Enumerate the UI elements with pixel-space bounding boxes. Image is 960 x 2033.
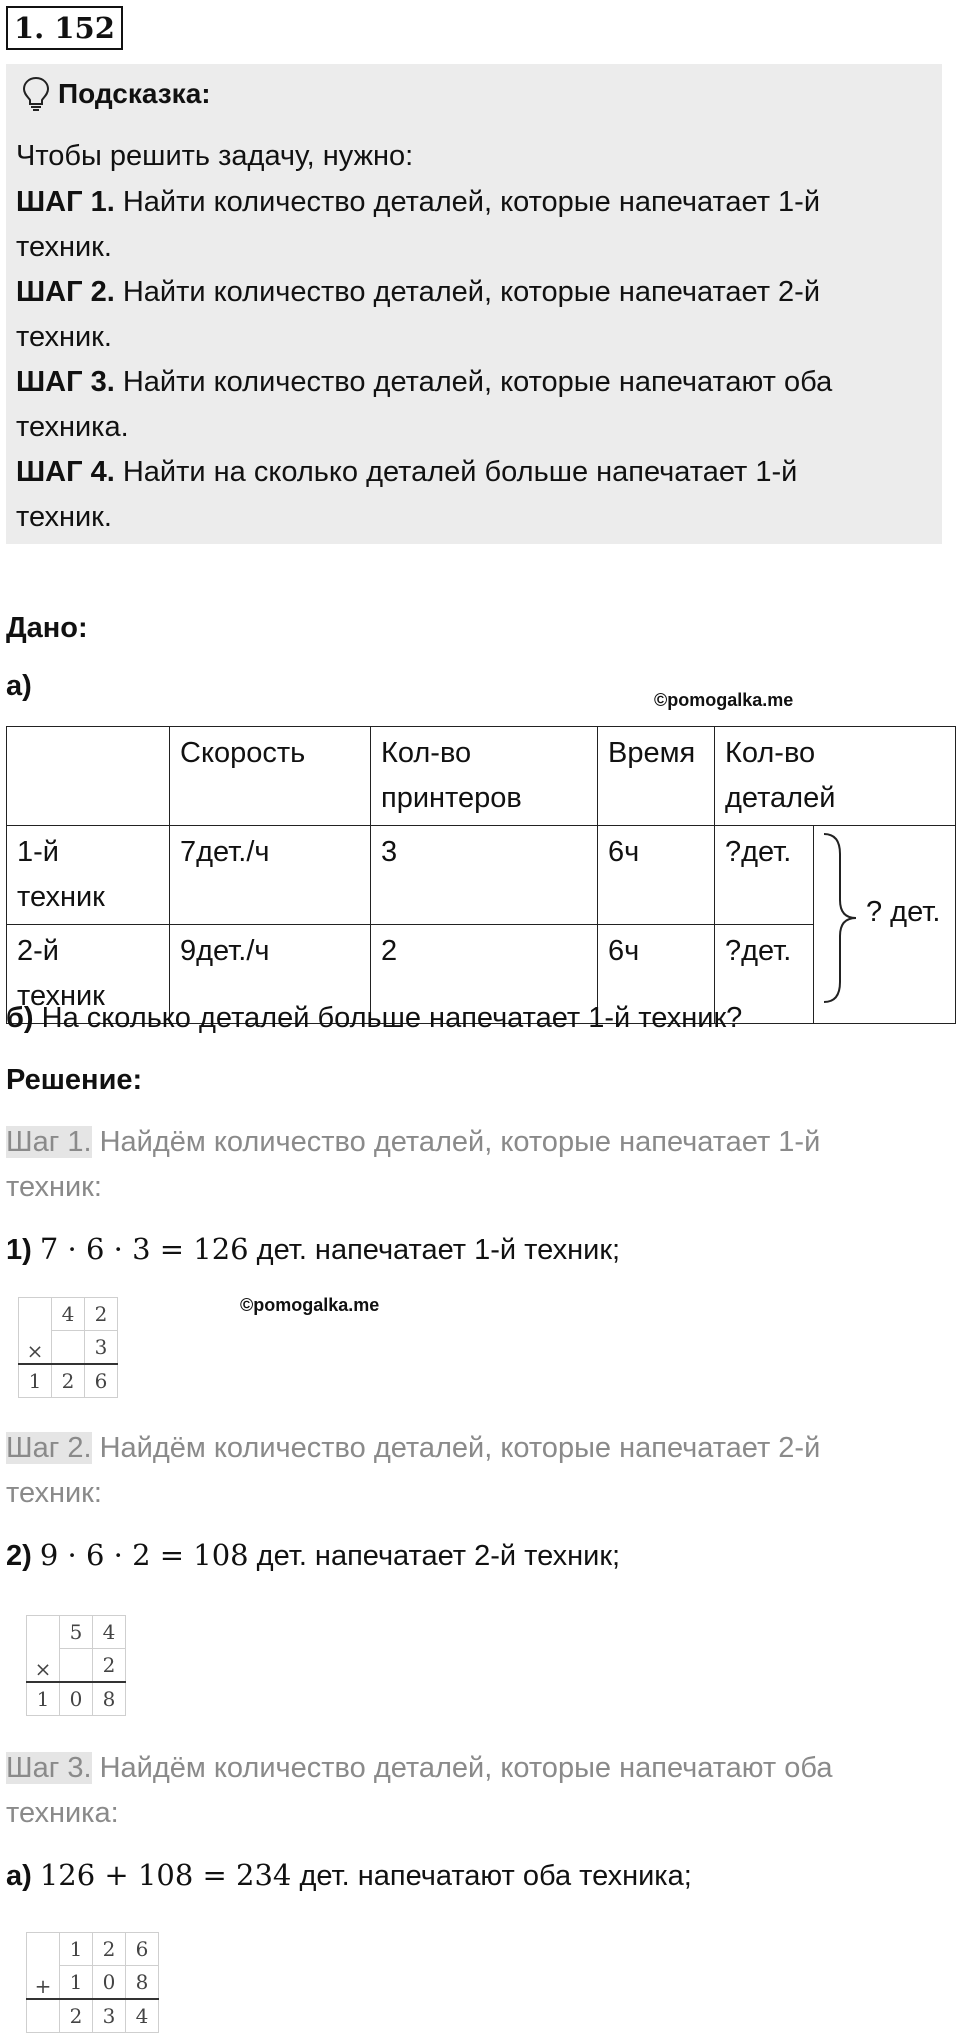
row-printers: 2 <box>371 925 598 1024</box>
watermark: ©pomogalka.me <box>240 1295 380 1315</box>
hint-step-3-cont: техника. <box>16 411 129 443</box>
brace-label: ? дет. <box>866 896 941 928</box>
part-a-label: а) <box>6 670 32 702</box>
watermark: ©pomogalka.me <box>654 690 794 710</box>
header-speed: Скорость <box>170 727 371 826</box>
step-1-text-cont: техник: <box>6 1171 102 1203</box>
hint-intro: Чтобы решить задачу, нужно: <box>16 140 414 172</box>
row-parts: ?дет. <box>715 925 814 1024</box>
header-time: Время <box>598 727 715 826</box>
curly-brace-icon <box>820 830 860 1006</box>
row-parts: ?дет. <box>715 826 814 925</box>
given-table <box>6 726 956 1024</box>
hint-step-4-cont: техник. <box>16 501 112 533</box>
row-name: 2-й техник <box>7 925 170 1024</box>
problem-number: 1. 152 <box>6 6 123 50</box>
step-1-text: Шаг 1. Найдём количество деталей, которые напечатает 1-й <box>6 1126 821 1158</box>
hint-title: Подсказка: <box>58 78 211 109</box>
given-title: Дано: <box>6 612 88 644</box>
calc-3: + 1 2 6 1 0 8 2 3 4 <box>26 1932 159 2033</box>
step-3-equation: а) 126 + 108 = 234 дет. напечатают оба техника; <box>6 1858 692 1892</box>
hint-step-4: ШАГ 4. Найти на сколько деталей больше напечатает 1-й <box>16 456 798 488</box>
step-2-equation: 2) 9 · 6 · 2 = 108 дет. напечатает 2-й техник; <box>6 1538 621 1572</box>
step-3-text-cont: техника: <box>6 1797 119 1829</box>
step-1-equation: 1) 7 · 6 · 3 = 126 дет. напечатает 1-й техник; <box>6 1232 621 1266</box>
header-empty <box>7 727 170 826</box>
row-time: 6ч <box>598 826 715 925</box>
row-printers: 3 <box>371 826 598 925</box>
header-printers: Кол-во принтеров <box>371 727 598 826</box>
solution-title: Решение: <box>6 1064 143 1096</box>
hint-step-1: ШАГ 1. Найти количество деталей, которые напечатает 1-й <box>16 186 821 218</box>
hint-step-2-cont: техник. <box>16 321 112 353</box>
brace-cell <box>814 826 956 1024</box>
hint-step-1-cont: техник. <box>16 231 112 263</box>
lightbulb-icon <box>22 76 50 112</box>
table-header-row <box>7 727 956 826</box>
row-speed: 7дет./ч <box>170 826 371 925</box>
hint-step-3: ШАГ 3. Найти количество деталей, которые напечатают оба <box>16 366 833 398</box>
hint-step-2: ШАГ 2. Найти количество деталей, которые напечатает 2-й <box>16 276 821 308</box>
row-time: 6ч <box>598 925 715 1024</box>
part-b: б) На сколько деталей больше напечатает 1-й техник? <box>6 1002 743 1034</box>
step-2-text: Шаг 2. Найдём количество деталей, которые напечатает 2-й <box>6 1432 821 1464</box>
step-3-text: Шаг 3. Найдём количество деталей, которые напечатают оба <box>6 1752 833 1784</box>
row-speed: 9дет./ч <box>170 925 371 1024</box>
row-name: 1-й техник <box>7 826 170 925</box>
header-parts: Кол-во деталей <box>715 727 956 826</box>
table-row <box>7 826 956 925</box>
calc-1: × 4 2 3 1 2 6 <box>18 1297 118 1398</box>
hint-header <box>22 72 211 116</box>
step-2-text-cont: техник: <box>6 1477 102 1509</box>
calc-2: × 5 4 2 1 0 8 <box>26 1615 126 1716</box>
